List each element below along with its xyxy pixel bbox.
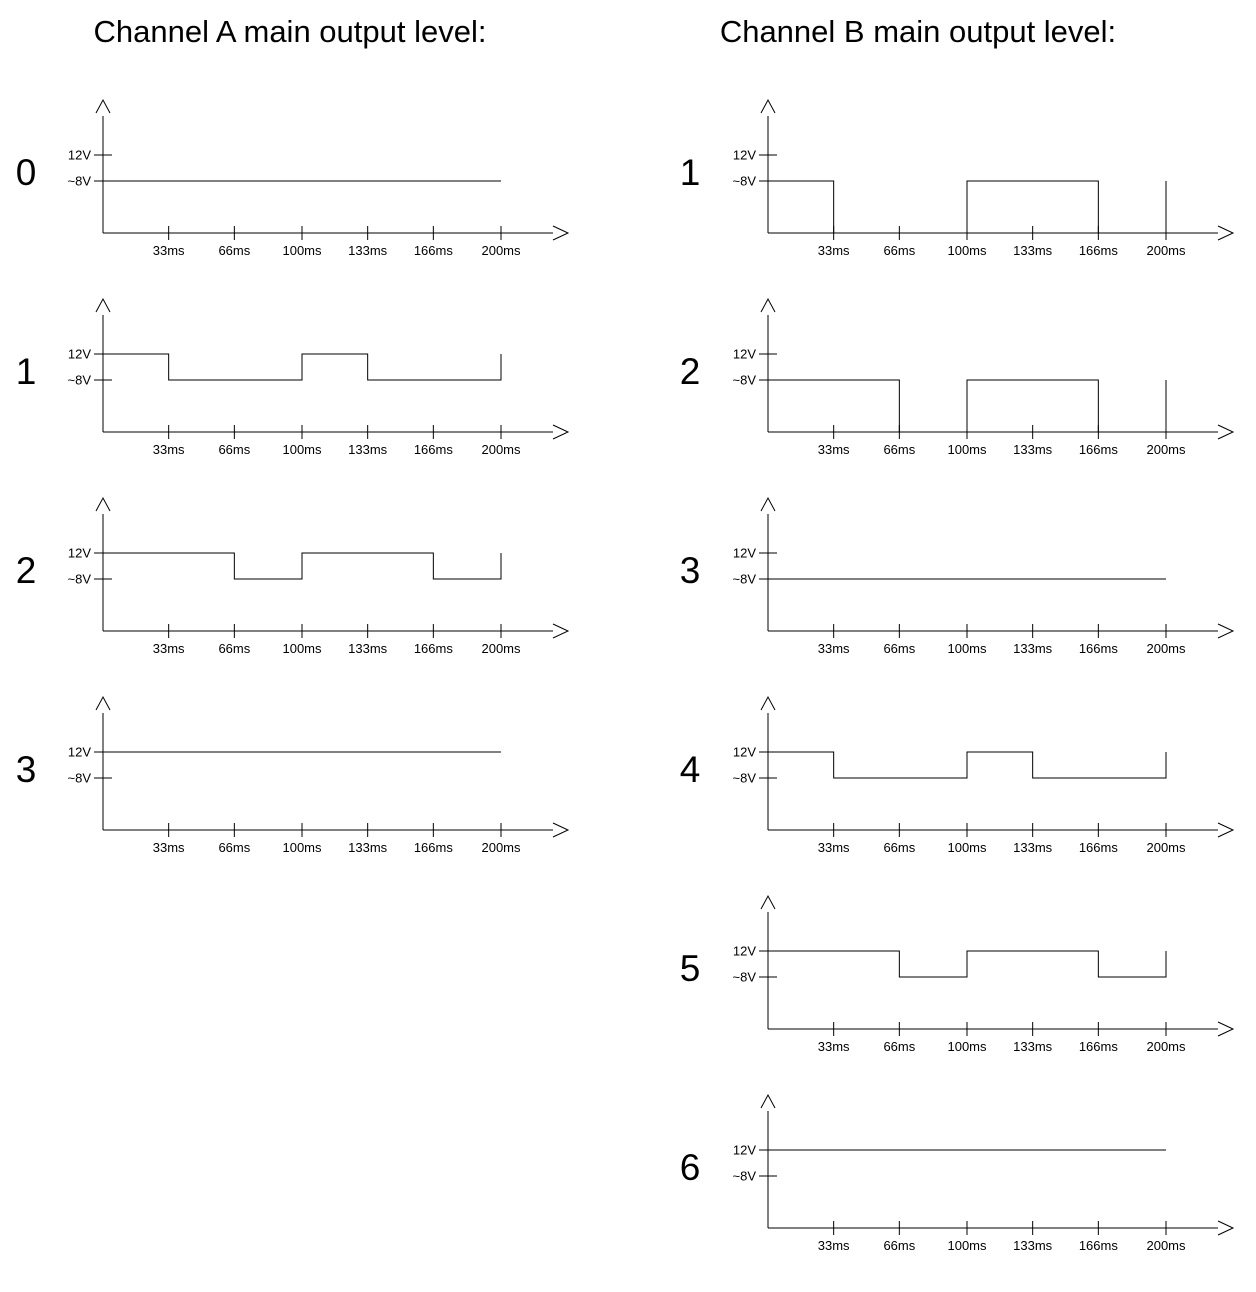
x-tick-label: 66ms: [218, 243, 251, 258]
x-tick-label: 66ms: [883, 243, 916, 258]
x-axis-arrowhead-icon: [1218, 226, 1233, 240]
waveform-plot: [0, 297, 628, 496]
y-tick-label: ~8V: [67, 770, 91, 786]
plot-number-label: 2: [679, 351, 701, 392]
y-axis-arrowhead-icon: [761, 498, 775, 511]
waveform-plot: [0, 496, 628, 695]
x-tick-label: 133ms: [1013, 840, 1053, 855]
x-tick-label: 33ms: [152, 442, 185, 457]
x-axis-arrowhead-icon: [553, 624, 568, 638]
x-tick-label: 166ms: [1078, 840, 1118, 855]
channel-a-title: Channel A main output level:: [93, 14, 487, 49]
plot-canvas: [0, 695, 628, 867]
x-tick-label: 33ms: [817, 1039, 850, 1054]
plot-number-label: 3: [15, 749, 37, 790]
waveform-plot: [0, 98, 628, 297]
x-tick-label: 66ms: [218, 442, 251, 457]
waveform-line: [768, 181, 1166, 233]
x-tick-label: 133ms: [1013, 641, 1053, 656]
plot-canvas: [628, 98, 1256, 270]
x-tick-label: 200ms: [1146, 641, 1186, 656]
x-tick-label: 166ms: [413, 641, 453, 656]
channel-a-column: [0, 0, 628, 1270]
y-axis-arrowhead-icon: [761, 697, 775, 710]
x-tick-label: 200ms: [1146, 442, 1186, 457]
y-axis-arrowhead-icon: [96, 100, 110, 113]
plot-canvas: [0, 98, 628, 270]
x-tick-label: 100ms: [947, 1039, 987, 1054]
x-tick-label: 33ms: [817, 1238, 850, 1253]
plot-number-label: 4: [679, 749, 701, 790]
y-tick-label: ~8V: [732, 173, 756, 189]
x-tick-label: 33ms: [817, 442, 850, 457]
y-tick-label: 12V: [732, 545, 756, 561]
waveform-line: [103, 354, 501, 380]
x-tick-label: 133ms: [1013, 1039, 1053, 1054]
y-tick-label: 12V: [732, 147, 756, 163]
y-tick-label: ~8V: [732, 571, 756, 587]
plot-number-label: 5: [679, 948, 701, 989]
x-tick-label: 166ms: [413, 243, 453, 258]
plot-canvas: [628, 297, 1256, 469]
x-tick-label: 133ms: [348, 442, 388, 457]
y-tick-label: ~8V: [67, 372, 91, 388]
x-tick-label: 133ms: [1013, 442, 1053, 457]
x-axis-arrowhead-icon: [553, 425, 568, 439]
y-tick-label: ~8V: [67, 571, 91, 587]
y-tick-label: ~8V: [67, 173, 91, 189]
y-tick-label: 12V: [67, 147, 91, 163]
plot-canvas: [628, 496, 1256, 668]
x-tick-label: 33ms: [152, 243, 185, 258]
plot-canvas: [0, 297, 628, 469]
x-tick-label: 200ms: [481, 442, 521, 457]
y-tick-label: ~8V: [732, 1168, 756, 1184]
plot-canvas: [628, 695, 1256, 867]
x-tick-label: 33ms: [817, 243, 850, 258]
x-tick-label: 66ms: [883, 641, 916, 656]
x-tick-label: 166ms: [1078, 1039, 1118, 1054]
plot-canvas: [628, 894, 1256, 1066]
waveform-plot: [628, 496, 1256, 695]
y-axis-arrowhead-icon: [761, 896, 775, 909]
y-tick-label: 12V: [732, 346, 756, 362]
plot-number-label: 1: [679, 152, 701, 193]
x-tick-label: 100ms: [947, 442, 987, 457]
x-axis-arrowhead-icon: [1218, 624, 1233, 638]
y-axis-arrowhead-icon: [96, 697, 110, 710]
x-tick-label: 66ms: [883, 840, 916, 855]
y-axis-arrowhead-icon: [96, 498, 110, 511]
y-tick-label: 12V: [732, 744, 756, 760]
y-tick-label: 12V: [67, 744, 91, 760]
x-axis-arrowhead-icon: [1218, 1221, 1233, 1235]
plot-canvas: [628, 1093, 1256, 1265]
x-tick-label: 100ms: [282, 442, 322, 457]
x-tick-label: 66ms: [218, 641, 251, 656]
x-tick-label: 200ms: [481, 243, 521, 258]
x-tick-label: 133ms: [348, 641, 388, 656]
y-axis-arrowhead-icon: [96, 299, 110, 312]
x-tick-label: 33ms: [817, 641, 850, 656]
y-tick-label: ~8V: [732, 770, 756, 786]
x-tick-label: 66ms: [883, 442, 916, 457]
x-tick-label: 200ms: [1146, 243, 1186, 258]
x-tick-label: 100ms: [947, 1238, 987, 1253]
waveform-line: [768, 380, 1166, 432]
waveform-line: [768, 752, 1166, 778]
channel-b-column: [628, 0, 1256, 1270]
x-tick-label: 200ms: [1146, 1238, 1186, 1253]
x-tick-label: 33ms: [817, 840, 850, 855]
x-tick-label: 200ms: [1146, 840, 1186, 855]
plot-number-label: 1: [15, 351, 37, 392]
x-axis-arrowhead-icon: [553, 226, 568, 240]
x-axis-arrowhead-icon: [1218, 1022, 1233, 1036]
x-tick-label: 100ms: [282, 641, 322, 656]
waveform-plot: [0, 695, 628, 894]
x-tick-label: 66ms: [883, 1238, 916, 1253]
x-tick-label: 100ms: [282, 840, 322, 855]
y-tick-label: 12V: [67, 346, 91, 362]
x-tick-label: 100ms: [282, 243, 322, 258]
waveform-plot: [628, 98, 1256, 297]
y-tick-label: ~8V: [732, 969, 756, 985]
plot-number-label: 3: [679, 550, 701, 591]
x-tick-label: 133ms: [348, 243, 388, 258]
x-tick-label: 166ms: [1078, 243, 1118, 258]
x-tick-label: 166ms: [1078, 442, 1118, 457]
x-tick-label: 133ms: [348, 840, 388, 855]
plot-canvas: [0, 496, 628, 668]
waveform-plot: [628, 894, 1256, 1093]
x-tick-label: 166ms: [1078, 641, 1118, 656]
x-tick-label: 166ms: [413, 442, 453, 457]
plot-number-label: 6: [679, 1147, 701, 1188]
y-tick-label: 12V: [732, 1142, 756, 1158]
x-tick-label: 200ms: [1146, 1039, 1186, 1054]
y-axis-arrowhead-icon: [761, 100, 775, 113]
x-tick-label: 100ms: [947, 243, 987, 258]
waveform-plot: [628, 297, 1256, 496]
waveform-line: [103, 553, 501, 579]
x-axis-arrowhead-icon: [1218, 823, 1233, 837]
x-tick-label: 166ms: [413, 840, 453, 855]
y-tick-label: 12V: [732, 943, 756, 959]
y-tick-label: ~8V: [732, 372, 756, 388]
y-axis-arrowhead-icon: [761, 299, 775, 312]
x-tick-label: 33ms: [152, 641, 185, 656]
x-tick-label: 200ms: [481, 641, 521, 656]
channel-b-title: Channel B main output level:: [719, 14, 1117, 49]
x-tick-label: 133ms: [1013, 243, 1053, 258]
plot-number-label: 0: [15, 152, 37, 193]
x-tick-label: 100ms: [947, 840, 987, 855]
x-tick-label: 100ms: [947, 641, 987, 656]
waveform-line: [768, 951, 1166, 977]
x-tick-label: 166ms: [1078, 1238, 1118, 1253]
x-tick-label: 200ms: [481, 840, 521, 855]
waveform-plot: [628, 695, 1256, 894]
x-tick-label: 66ms: [218, 840, 251, 855]
waveform-plot: [628, 1093, 1256, 1292]
plot-number-label: 2: [15, 550, 37, 591]
y-tick-label: 12V: [67, 545, 91, 561]
x-axis-arrowhead-icon: [1218, 425, 1233, 439]
y-axis-arrowhead-icon: [761, 1095, 775, 1108]
x-tick-label: 133ms: [1013, 1238, 1053, 1253]
x-axis-arrowhead-icon: [553, 823, 568, 837]
x-tick-label: 66ms: [883, 1039, 916, 1054]
x-tick-label: 33ms: [152, 840, 185, 855]
